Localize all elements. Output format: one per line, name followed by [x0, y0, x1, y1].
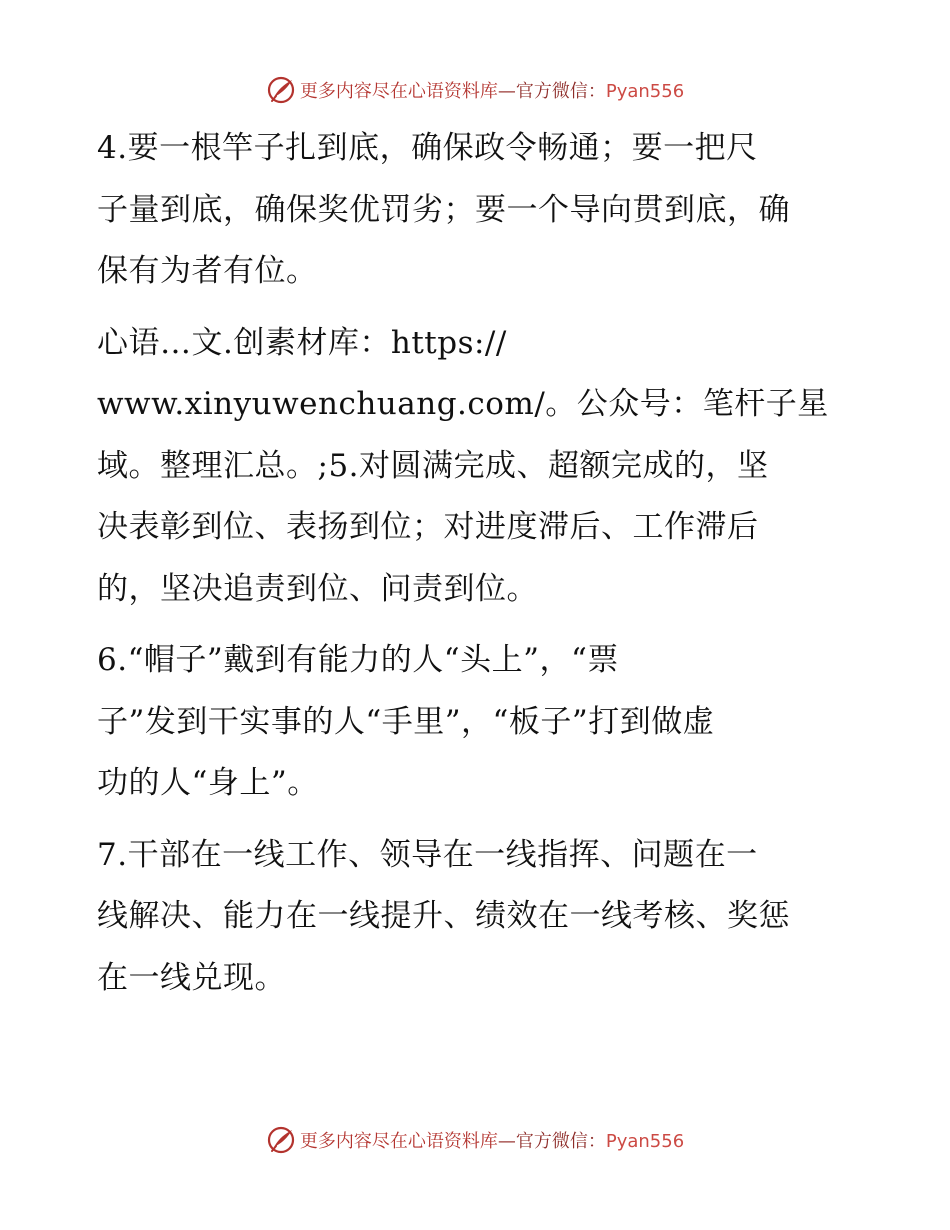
paragraph-5: 心语…文.创素材库：https:// www.xinyuwenchuang.com/。公众号：笔杆子星 域。整理汇总。;5.对圆满完成、超额完成的，坚 决表彰到位、表扬到位；对进度滞后、工作滞后 的，坚决追责到位、问责到位。 [97, 324, 829, 607]
paragraph-6: 6.“帽子”戴到有能力的人“头上”，“票 子”发到干实事的人“手里”，“板子”打到做虚 功的人“身上”。 [97, 642, 715, 801]
paragraph-4: 4.要一根竿子扎到底，确保政令畅通；要一把尺 子量到底，确保奖优罚劣；要一个导向贯到底，确 保有为者有位。 [97, 130, 790, 289]
footer-banner-sub: 官方微信： [515, 1131, 606, 1152]
header-banner-sub: 官方微信： [515, 81, 606, 102]
header-banner [0, 70, 950, 110]
header-banner-text [300, 77, 684, 103]
header-banner-wechat: Pyan556 [605, 81, 685, 102]
header-banner-dash: — [497, 81, 516, 102]
footer-banner-text [300, 1127, 684, 1153]
document-body [97, 118, 857, 1019]
footer-banner-main: 更多内容尽在心语资料库 [299, 1131, 498, 1152]
quill-pen-logo-icon [266, 1125, 296, 1155]
footer-banner-wechat: Pyan556 [605, 1131, 685, 1152]
header-banner-main: 更多内容尽在心语资料库 [299, 81, 498, 102]
paragraph-7: 7.干部在一线工作、领导在一线指挥、问题在一 线解决、能力在一线提升、绩效在一线考核、奖惩 在一线兑现。 [97, 836, 790, 996]
footer-banner [0, 1120, 950, 1160]
footer-banner-dash: — [497, 1131, 516, 1152]
quill-pen-logo-icon [266, 75, 296, 105]
